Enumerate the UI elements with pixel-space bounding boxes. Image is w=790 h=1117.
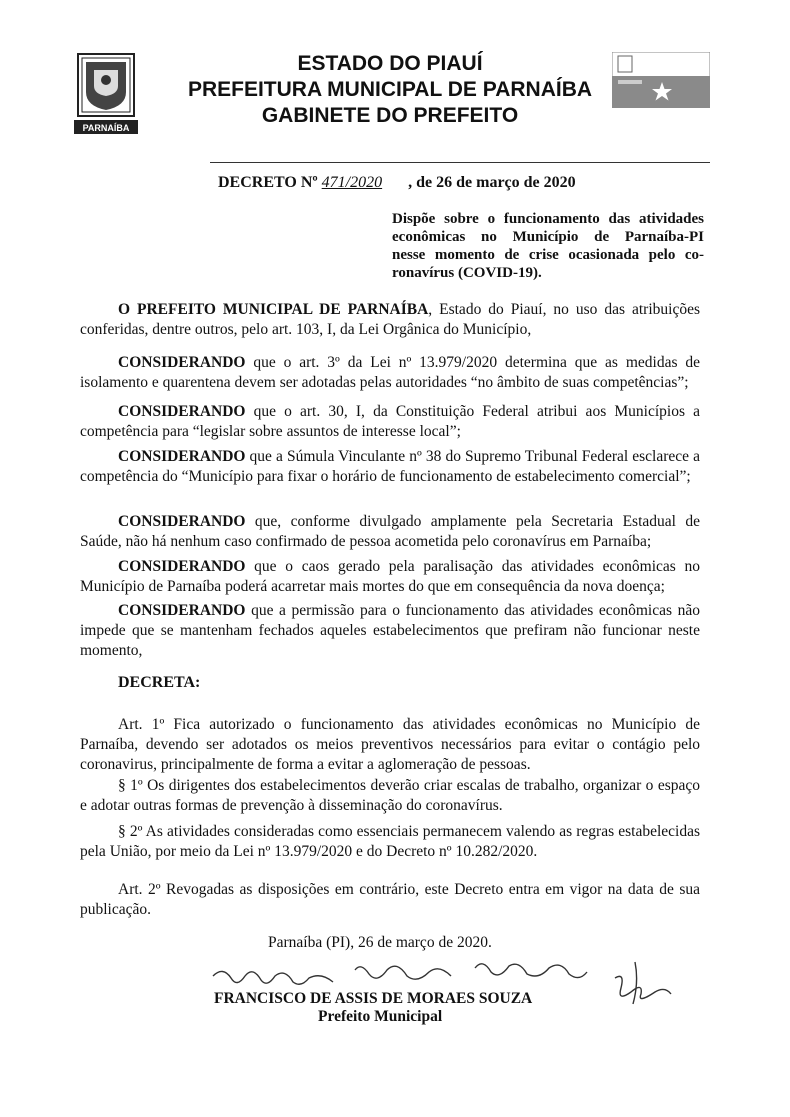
ementa-line: ronavírus (COVID-19). xyxy=(392,265,542,281)
decree-label: DECRETO Nº xyxy=(218,174,318,191)
header-prefeitura: PREFEITURA MUNICIPAL DE PARNAÍBA xyxy=(187,78,593,101)
considerando-text: que a permissão para o funcionamento das atividades econômicas não impede que se mantenham fechados aqueles estabelecimentos que prefiram não funcionar neste momento, xyxy=(80,602,700,659)
considerando-3 xyxy=(80,447,700,487)
preamble-bold: O PREFEITO MUNICIPAL DE PARNAÍBA xyxy=(118,301,429,318)
considerando-keyword: CONSIDERANDO xyxy=(118,602,246,619)
ementa-line: nesse momento de crise ocasionada pelo co- xyxy=(392,247,704,263)
signer-title: Prefeito Municipal xyxy=(318,1008,443,1025)
article-1: Art. 1º Fica autorizado o funcionamento das atividades econômicas no Município de Parnaíba, devendo ser adotados os meios preventivos necessários para evitar o contágio pelo coronavirus, principalmente de forma a evitar a aglomeração de pessoas. xyxy=(80,716,700,773)
considerando-6 xyxy=(80,601,700,661)
considerando-keyword: CONSIDERANDO xyxy=(118,403,246,420)
crest-caption: PARNAÍBA xyxy=(82,123,130,133)
header-divider xyxy=(210,162,710,163)
header-gabinete: GABINETE DO PREFEITO xyxy=(261,104,519,127)
ementa-line: econômicas no Município de Parnaíba-PI xyxy=(392,229,704,245)
decree-number: 471/2020 xyxy=(321,174,383,191)
considerando-2 xyxy=(80,402,700,442)
decree-title xyxy=(218,174,576,192)
header-state: ESTADO DO PIAUÍ xyxy=(297,52,483,75)
considerando-1 xyxy=(80,353,700,393)
municipal-crest-icon xyxy=(72,50,140,138)
considerando-5 xyxy=(80,557,700,597)
preamble xyxy=(80,300,700,340)
considerando-keyword: CONSIDERANDO xyxy=(118,558,246,575)
considerando-text: que, conforme divulgado amplamente pela Secretaria Estadual de Saúde, não há nenhum caso confirmado de pessoa acometida pelo coronavírus em Parnaíba; xyxy=(80,513,700,550)
paragraph-2: § 2º As atividades consideradas como essenciais permanecem valendo as regras estabelecidas pela União, por meio da Lei nº 13.979/2020 e do Decreto nº 10.282/2020. xyxy=(80,823,700,860)
place-date: Parnaíba (PI), 26 de março de 2020. xyxy=(268,934,492,951)
signer-name: FRANCISCO DE ASSIS DE MORAES SOUZA xyxy=(214,990,533,1007)
considerando-text: que o art. 3º da Lei nº 13.979/2020 determina que as medidas de isolamento e quarentena devem ser adotadas pelas autoridades “no âmbito de suas competências”; xyxy=(80,354,700,391)
considerando-keyword: CONSIDERANDO xyxy=(118,448,246,465)
paragraph-1: § 1º Os dirigentes dos estabelecimentos deverão criar escalas de trabalho, organizar o espaço e adotar outras formas de prevenção à disseminação do coronavírus. xyxy=(80,777,700,814)
decree-date: , de 26 de março de 2020 xyxy=(408,174,576,191)
considerando-keyword: CONSIDERANDO xyxy=(118,513,246,530)
decreta-heading: DECRETA: xyxy=(118,674,201,691)
considerando-text: que o art. 30, I, da Constituição Federal atribui aos Municípios a competência para “legislar sobre assuntos de interesse local”; xyxy=(80,403,700,440)
ementa xyxy=(392,210,704,282)
considerando-keyword: CONSIDERANDO xyxy=(118,354,246,371)
considerando-4 xyxy=(80,512,700,552)
article-2: Art. 2º Revogadas as disposições em contrário, este Decreto entra em vigor na data de sua publicação. xyxy=(80,881,700,918)
ementa-line: Dispõe sobre o funcionamento das atividades xyxy=(392,211,704,227)
municipal-flag-icon xyxy=(612,52,710,108)
considerando-text: que o caos gerado pela paralisação das atividades econômicas no Município de Parnaíba poderá acarretar mais mortes do que em consequência da nova doença; xyxy=(80,558,700,595)
preamble-text: , Estado do Piauí, no uso das atribuições conferidas, dentre outros, pelo art. 103, I, da Lei Orgânica do Município, xyxy=(80,301,700,338)
considerando-text: que a Súmula Vinculante nº 38 do Supremo Tribunal Federal esclarece a competência do “Município para fixar o horário de funcionamento de estabelecimento comercial”; xyxy=(80,448,700,485)
